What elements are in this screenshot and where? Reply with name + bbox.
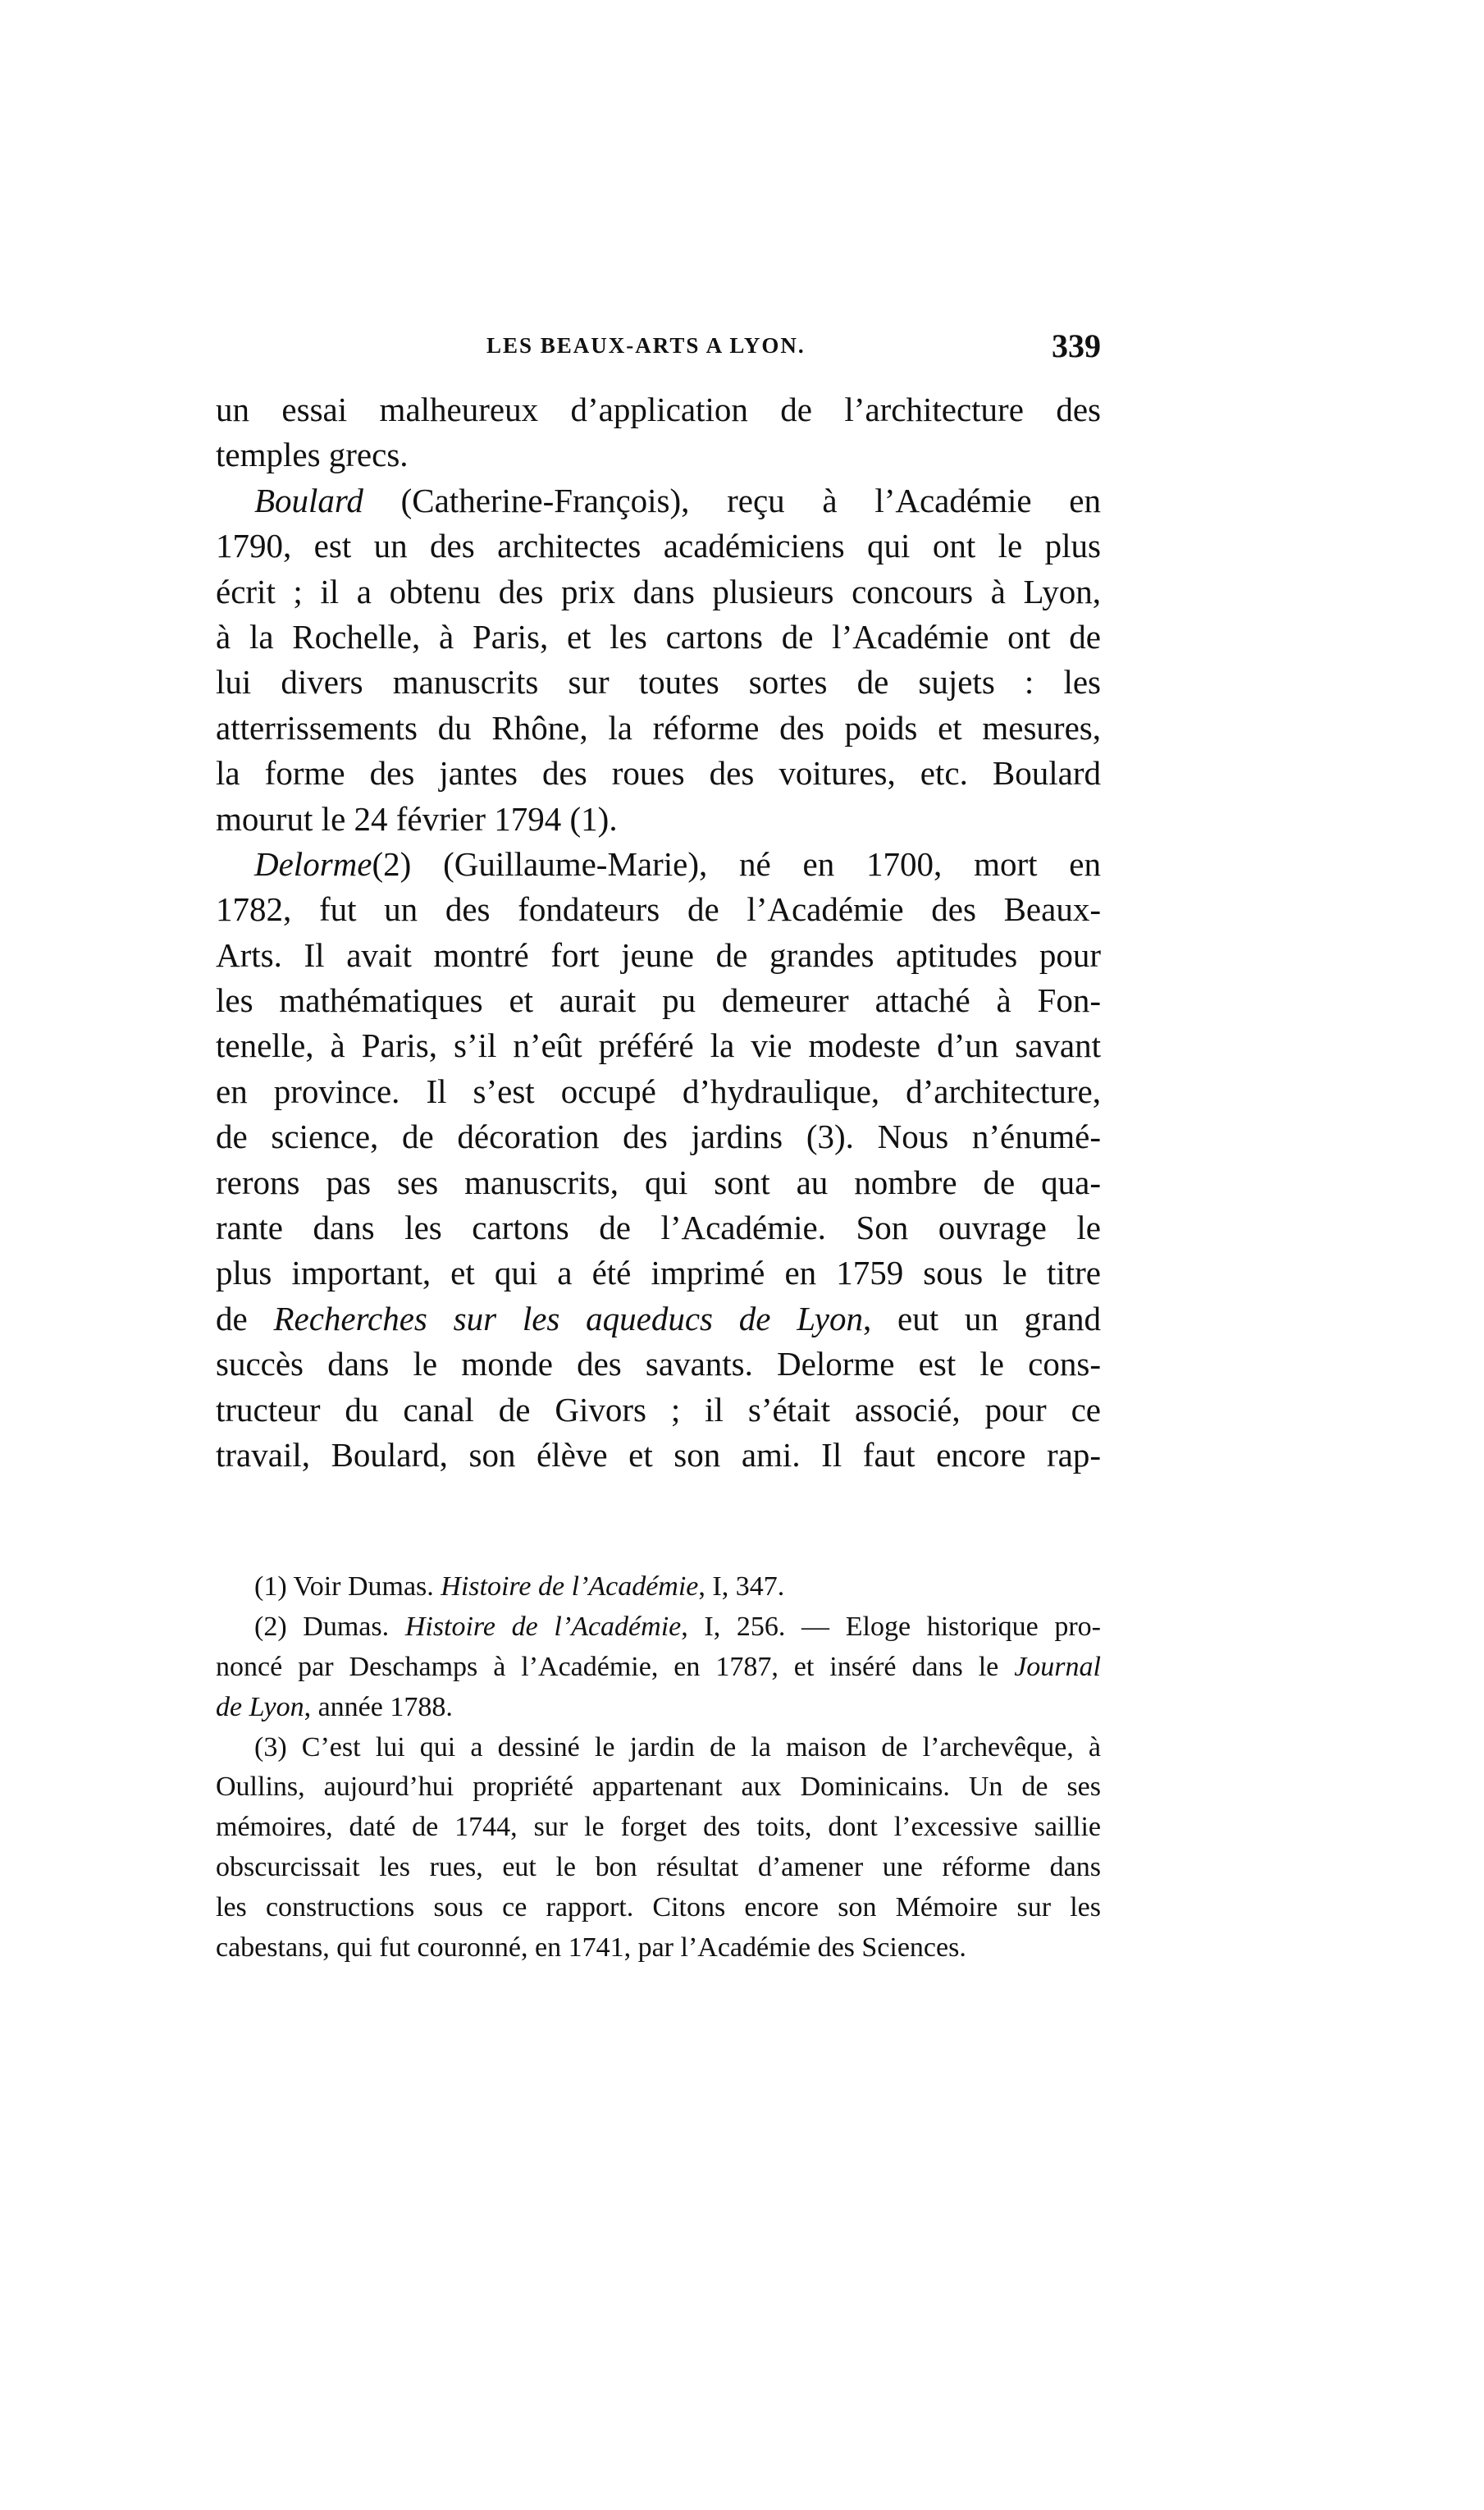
footnote-line [216,1607,1101,1648]
text-segment: un essai malheureux d’application de l’architecture des [216,391,1101,428]
footnote-line [216,1888,1101,1928]
body-line [216,1114,1101,1159]
body-line [216,660,1101,705]
text-segment: la forme des jantes des roues des voitures, etc. Boulard [216,754,1101,793]
footnote-line [216,1567,1101,1607]
text-segment: tenelle, à Paris, s’il n’eût préféré la vie modeste d’un savant [216,1026,1101,1065]
text-segment: (2) Dumas. [254,1611,405,1642]
text-segment: , eut un grand [863,1299,1101,1337]
body-line [216,1342,1101,1387]
text-segment: en province. Il s’est occupé d’hydraulique, d’architecture, [216,1072,1101,1110]
body-line [216,478,1101,523]
text-segment: tructeur du canal de Givors ; il s’était associé, pour ce [216,1390,1101,1429]
italic-text: Journal [1014,1651,1101,1682]
text-segment: (1) Voir Dumas. [254,1571,441,1602]
text-segment: Arts. Il avait montré fort jeune de grandes aptitudes pour [216,935,1101,974]
body-line [216,1023,1101,1068]
body-line [216,523,1101,569]
body-line [216,978,1101,1023]
body-line [216,1250,1101,1296]
page-number: 339 [1052,327,1101,364]
text-segment: travail, Boulard, son élève et son ami. Il faut encore rap- [216,1435,1101,1474]
text-segment: à la Rochelle, à Paris, et les cartons de l’Académie ont de [216,617,1101,656]
body-line [216,933,1101,978]
text-segment: mourut le 24 février 1794 (1). [216,799,618,838]
body-line [216,797,1101,842]
italic-text: Boulard [254,481,363,519]
body-line [216,842,1101,887]
text-segment: mémoires, daté de 1744, sur le forget des toits, dont l’excessive saillie [216,1812,1101,1843]
body-line [216,1296,1101,1342]
body-line [216,387,1101,432]
body-line [216,706,1101,751]
body-line [216,569,1101,615]
text-segment: noncé par Deschamps à l’Académie, en 1787, et inséré dans le [216,1651,1015,1682]
text-segment: cabestans, qui fut couronné, en 1741, par l’Académie des Sciences. [216,1932,966,1964]
text-segment: de science, de décoration des jardins (3). Nous n’énumé- [216,1118,1101,1156]
text-segment: atterrissements du Rhône, la réforme des poids et mesures, [216,708,1101,747]
text-segment: rante dans les cartons de l’Académie. Son ouvrage le [216,1209,1101,1247]
running-title: LES BEAUX-ARTS A LYON. [486,333,806,358]
body-line [216,1433,1101,1478]
footnote-line [216,1848,1101,1888]
footnote-line [216,1728,1101,1768]
italic-text: Histoire de l’Académie [441,1571,699,1602]
body-line [216,1069,1101,1114]
italic-text: Recherches sur les aqueducs de Lyon [273,1299,863,1337]
body-text [216,387,1101,1478]
text-segment: plus important, et qui a été imprimé en 1759 sous le titre [216,1254,1101,1292]
text-segment: , année 1788. [304,1691,453,1722]
italic-text: de Lyon [216,1691,304,1722]
text-segment: rerons pas ses manuscrits, qui sont au nombre de qua- [216,1163,1101,1201]
italic-text: Delorme [254,844,372,883]
text-segment: (3) C’est lui qui a dessiné le jardin de la maison de l’archevêque, à [254,1731,1101,1762]
footnote-line [216,1648,1101,1688]
text-segment: écrit ; il a obtenu des prix dans plusieurs concours à Lyon, [216,572,1101,610]
text-segment: lui divers manuscrits sur toutes sortes de sujets : les [216,663,1101,702]
running-head [216,327,1101,368]
text-segment: (2) (Guillaume-Marie), né en 1700, mort en [372,844,1101,883]
text-segment: , I, 347. [698,1571,785,1602]
body-line [216,1388,1101,1433]
text-segment: les constructions sous ce rapport. Citons encore son Mémoire sur les [216,1892,1101,1923]
italic-text: Histoire de l’Académie [404,1611,682,1642]
footnote-line [216,1928,1101,1968]
footnote-line [216,1767,1101,1808]
body-line [216,751,1101,796]
body-line [216,1205,1101,1250]
footnotes [216,1567,1101,1968]
text-segment: obscurcissait les rues, eut le bon résultat d’amener une réforme dans [216,1852,1101,1883]
text-segment: de [216,1299,274,1337]
text-segment: (Catherine-François), reçu à l’Académie en [363,481,1101,519]
body-line [216,615,1101,660]
text-segment: succès dans le monde des savants. Delorme est le cons- [216,1345,1101,1383]
text-segment: Oullins, aujourd’hui propriété appartenant aux Dominicains. Un de ses [216,1772,1101,1803]
text-segment: , I, 256. — Eloge historique pro- [681,1611,1101,1642]
text-segment: 1790, est un des architectes académiciens qui ont le plus [216,527,1101,565]
body-line [216,432,1101,478]
body-line [216,1160,1101,1205]
footnote-line [216,1688,1101,1728]
body-line [216,887,1101,932]
footnote-line [216,1808,1101,1848]
text-segment: les mathématiques et aurait pu demeurer attaché à Fon- [216,981,1101,1020]
text-segment: 1782, fut un des fondateurs de l’Académie des Beaux- [216,890,1101,929]
text-segment: temples grecs. [216,436,409,474]
